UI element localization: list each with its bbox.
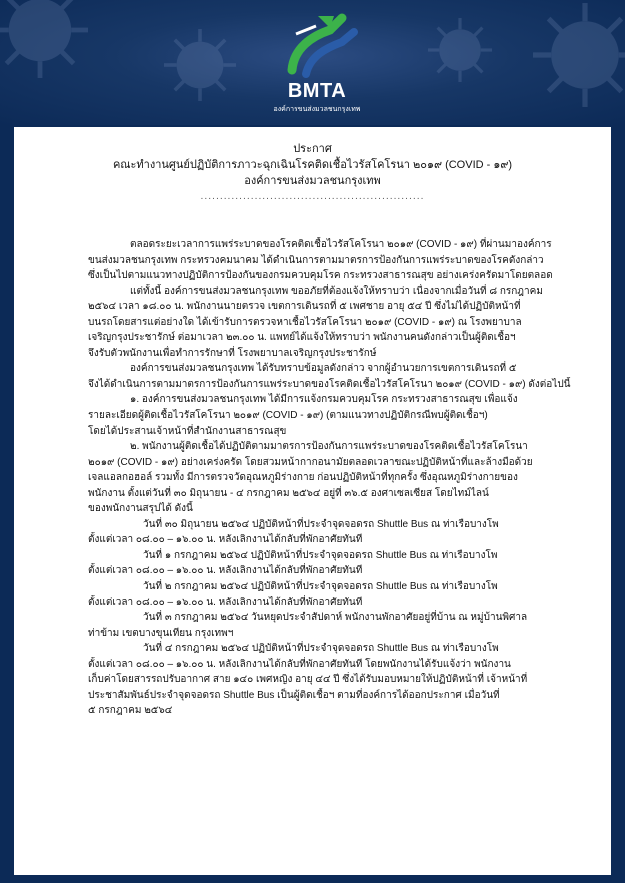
body-line: บนรถโดยสารแต่อย่างใด ได้เข้ารับการตรวจหาเชื้อไวรัสโคโรนา ๒๐๑๙ (COVID - ๑๙) ณ โรงพยาบาล [88,316,522,328]
brand-subtitle: องค์การขนส่งมวลชนกรุงเทพ [273,106,361,113]
bmta-logo [272,8,362,120]
body-line: ๒๕๖๔ เวลา ๑๘.๐๐ น. พนักงานนายตรวจ เขตการเดินรถที่ ๕ เพศชาย อายุ ๕๔ ปี ซึ่งไม่ได้ปฏิบัติหน้าที่ [88,301,521,313]
body-line: ตั้งแต่เวลา ๐๘.๐๐ – ๑๖.๐๐ น. หลังเลิกงานได้กลับที่พักอาศัยทันที [88,534,363,546]
coronavirus-icon [420,10,500,90]
title-line: คณะทำงานศูนย์ปฏิบัติการภาวะฉุกเฉินโรคติดเชื้อไวรัสโคโรนา ๒๐๑๙ (COVID - ๑๙) [112,159,513,171]
coronavirus-icon [0,0,100,90]
announcement-document [14,127,611,875]
body-line: ๒. พนักงานผู้ติดเชื้อได้ปฏิบัติตามมาตรการป้องกันการแพร่ระบาดของโรคติดเชื้อไวรัสโคโรนา [130,441,528,453]
bmta-logo-icon [272,8,362,80]
body-line: เจลแอลกอฮอล์ รวมทั้ง มีการตรวจวัดอุณหภูมิร่างกาย ก่อนปฏิบัติหน้าที่ทุกครั้ง ซึ่งอุณหภูมิร่างกายของ [88,472,518,484]
body-line: จึงได้ดำเนินการตามมาตรการป้องกันการแพร่ระบาดของโรคติดเชื้อไวรัสโคโรนา ๒๐๑๙ (COVID - ๑๙) ดังต่อไปนี้ [88,378,571,390]
body-line: ๕ กรกฎาคม ๒๕๖๔ [88,705,173,717]
body-line: ประชาสัมพันธ์ประจำจุดจอดรถ Shuttle Bus เป็นผู้ติดเชื้อฯ ตามที่องค์การได้ออกประกาศ เมื่อวันที่ [88,689,500,701]
body-line: ตลอดระยะเวลาการแพร่ระบาดของโรคติดเชื้อไวรัสโคโรนา ๒๐๑๙ (COVID - ๑๙) ที่ผ่านมาองค์การ [130,239,552,250]
body-line: วันที่ ๔ กรกฎาคม ๒๕๖๔ ปฏิบัติหน้าที่ประจำจุดจอดรถ Shuttle Bus ณ ท่าเรือบางโพ [143,643,499,655]
announcement-body [88,237,578,719]
body-line: ๑. องค์การขนส่งมวลชนกรุงเทพ ได้มีการแจ้งกรมควบคุมโรค กระทรวงสาธารณสุข เพื่อแจ้ง [130,394,518,406]
body-line: จึงรับตัวพนักงานเพื่อทำการรักษาที่ โรงพยาบาลเจริญกรุงประชารักษ์ [88,347,377,359]
coronavirus-icon [155,20,245,110]
body-line: รายละเอียดผู้ติดเชื้อไวรัสโคโรนา ๒๐๑๙ (COVID - ๑๙) (ตามแนวทางปฏิบัติกรณีพบผู้ติดเชื้อฯ) [88,410,488,422]
body-line: แต่ทั้งนี้ องค์การขนส่งมวลชนกรุงเทพ ขออภัยที่ต้องแจ้งให้ทราบว่า เนื่องจากเมื่อวันที่ ๘ กรกฎาคม [130,285,543,297]
body-line: เก็บค่าโดยสารรถปรับอากาศ สาย ๑๔๐ เพศหญิง อายุ ๔๔ ปี ซึ่งได้รับมอบหมายให้ปฏิบัติหน้าที่ เจ้าหน้าที่ [88,674,528,686]
body-line: ตั้งแต่เวลา ๐๘.๐๐ – ๑๖.๐๐ น. หลังเลิกงานได้กลับที่พักอาศัยทันที โดยพนักงานได้รับแจ้งว่า พนักงาน [88,658,511,670]
body-line: ตั้งแต่เวลา ๐๘.๐๐ – ๑๖.๐๐ น. หลังเลิกงานได้กลับที่พักอาศัยทันที [88,596,363,608]
title-line: องค์การขนส่งมวลชนกรุงเทพ [244,175,381,187]
body-line: โดยได้ประสานเจ้าหน้าที่สำนักงานสาธารณสุข [88,425,287,437]
body-line: เจริญกรุงประชารักษ์ ต่อมาเวลา ๒๓.๐๐ น. แพทย์ได้แจ้งให้ทราบว่า พนักงานคนดังกล่าวเป็นผู้ติดเชื้อฯ [88,332,516,344]
body-line: ซึ่งเป็นไปตามแนวทางปฏิบัติการป้องกันของกรมควบคุมโรค กระทรวงสาธารณสุข อย่างเคร่งครัดมาโดยตลอด [88,270,553,282]
body-line: ของพนักงานสรุปได้ ดังนี้ [88,503,193,515]
header-banner [0,0,625,125]
coronavirus-icon [520,0,625,120]
title-line: ประกาศ [293,143,332,155]
body-line: ๒๐๑๙ (COVID - ๑๙) อย่างเคร่งครัด โดยสวมหน้ากากอนามัยตลอดเวลาขณะปฏิบัติหน้าที่และล้างมือด้วย [88,456,533,468]
brand-name: BMTA [287,80,347,102]
body-line: ตั้งแต่เวลา ๐๘.๐๐ – ๑๖.๐๐ น. หลังเลิกงานได้กลับที่พักอาศัยทันที [88,565,363,577]
title-divider: .......................................................... [200,192,425,202]
body-line: วันที่ ๒ กรกฎาคม ๒๕๖๔ ปฏิบัติหน้าที่ประจำจุดจอดรถ Shuttle Bus ณ ท่าเรือบางโพ [143,581,498,593]
body-line: พนักงาน ตั้งแต่วันที่ ๓๐ มิถุนายน - ๔ กรกฎาคม ๒๕๖๔ อยู่ที่ ๓๖.๕ องศาเซลเซียส โดยไทม์ไลน์ [88,487,489,499]
body-line: วันที่ ๓๐ มิถุนายน ๒๕๖๔ ปฏิบัติหน้าที่ประจำจุดจอดรถ Shuttle Bus ณ ท่าเรือบางโพ [143,518,499,530]
body-line: องค์การขนส่งมวลชนกรุงเทพ ได้รับทราบข้อมูลดังกล่าว จากผู้อำนวยการเขตการเดินรถที่ ๕ [130,363,517,375]
body-line: ท่าข้าม เขตบางขุนเทียน กรุงเทพฯ [88,627,234,639]
body-line: ขนส่งมวลชนกรุงเทพ กระทรวงคมนาคม ได้ดำเนินการตามมาตรการป้องกันการแพร่ระบาดของโรคดังกล่าว [88,254,544,266]
announcement-title [14,141,611,203]
body-line: วันที่ ๓ กรกฎาคม ๒๕๖๔ วันหยุดประจำสัปดาห์ พนักงานพักอาศัยอยู่ที่บ้าน ณ หมู่บ้านพิศาล [143,612,528,624]
body-line: วันที่ ๑ กรกฎาคม ๒๕๖๔ ปฏิบัติหน้าที่ประจำจุดจอดรถ Shuttle Bus ณ ท่าเรือบางโพ [143,549,498,561]
